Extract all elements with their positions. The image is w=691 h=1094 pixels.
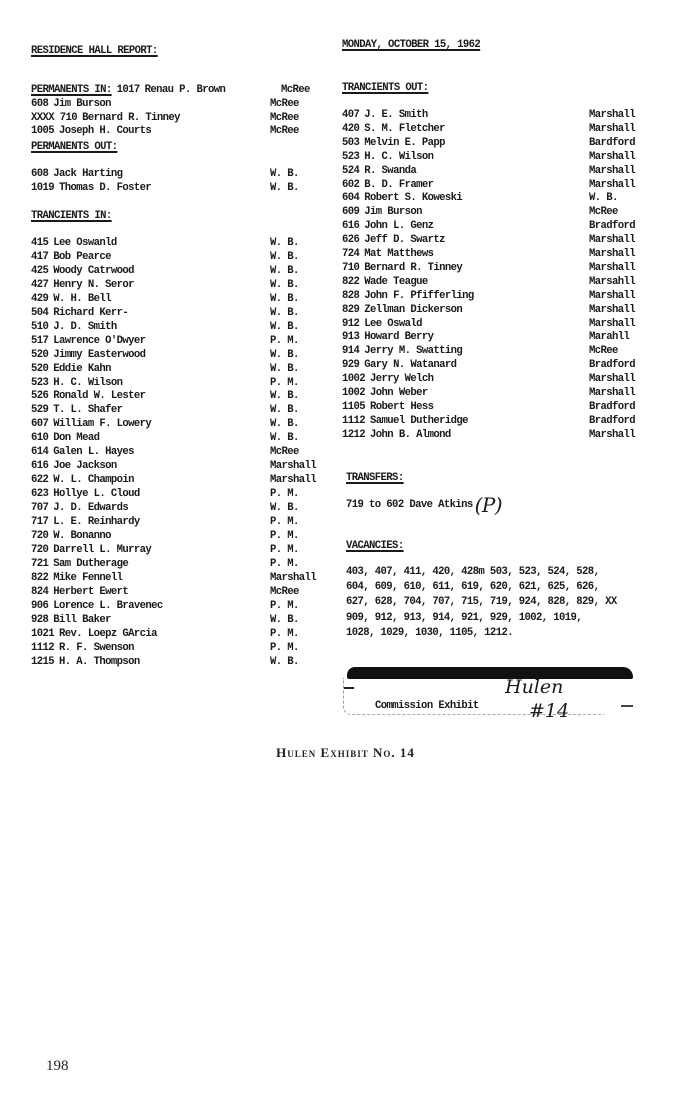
room-number: 913: [342, 331, 360, 344]
report-title: RESIDENCE HALL REPORT:: [31, 45, 158, 57]
transients-in-row: [31, 348, 299, 362]
resident-name: Darrell L. Murray: [53, 543, 152, 556]
transients-in-row: [31, 306, 299, 320]
vacancies-line: 627, 628, 704, 707, 715, 719, 924, 828, 829, XX: [346, 596, 617, 609]
resident-name: Samuel Dutheridge: [370, 414, 468, 427]
transients-out-row: [342, 164, 636, 178]
hall-name: P. M.: [270, 334, 299, 347]
resident-name: Joseph H. Courts: [59, 125, 152, 137]
room-number: 524: [342, 164, 360, 177]
transients-in-row: [31, 543, 299, 557]
room-number: 616: [31, 460, 49, 473]
hall-name: Marshall: [589, 289, 636, 302]
permanents-in-row: [31, 98, 299, 111]
room-number: 829: [342, 303, 360, 316]
room-number: 824: [31, 585, 49, 598]
room-number: 1215: [31, 655, 55, 668]
transients-in-row: [31, 292, 299, 306]
hall-name: McRee: [270, 585, 299, 598]
resident-name: H. A. Thompson: [59, 655, 140, 668]
resident-name: Jeff D. Swartz: [364, 234, 445, 247]
commission-exhibit-stamp: [343, 664, 635, 720]
resident-name: Don Mead: [53, 432, 100, 445]
room-number: 503: [342, 136, 360, 149]
resident-name: Galen L. Hayes: [53, 446, 134, 459]
hall-name: Marshall: [589, 387, 636, 399]
hall-name: W. B.: [270, 278, 299, 291]
permanents-out-row: [31, 168, 299, 181]
transients-out-row: [342, 331, 630, 344]
transients-out-row: [342, 345, 618, 358]
hall-name: Marshall: [589, 178, 636, 191]
room-number: 928: [31, 613, 49, 626]
room-number: 626: [342, 234, 360, 247]
room-number: 1002: [342, 387, 366, 399]
resident-name: Melvin E. Papp: [364, 136, 445, 149]
hall-name: Marahll: [589, 331, 630, 344]
transients-out-row: [342, 289, 636, 303]
room-number: 1005: [31, 125, 55, 137]
hall-name: W. B.: [270, 348, 299, 361]
resident-name: Joe Jackson: [53, 460, 117, 473]
hall-name: Marshall: [589, 150, 636, 163]
transients-in-row: [31, 557, 299, 571]
hall-name: Marshall: [589, 428, 636, 441]
resident-name: B. D. Framer: [364, 178, 434, 191]
resident-name: Richard Kerr-: [53, 306, 129, 319]
room-number: 623: [31, 488, 49, 501]
vacancies-line: 909, 912, 913, 914, 921, 929, 1002, 1019,: [346, 611, 583, 624]
resident-name: Jerry M. Swatting: [364, 345, 463, 358]
room-number: 517: [31, 334, 49, 347]
hall-name: Marshall: [589, 164, 636, 177]
transients-in-row: [31, 460, 317, 473]
hall-name: W. B.: [270, 613, 299, 626]
hall-name: W. B.: [270, 362, 299, 375]
permanents-in-row: [31, 111, 299, 125]
resident-name: Gary N. Watanard: [364, 359, 457, 372]
resident-name: John B. Almond: [370, 428, 451, 441]
transients-in-row: [31, 502, 299, 515]
hall-name: Marshall: [270, 571, 317, 584]
resident-name: Bernard R. Tinney: [82, 111, 180, 124]
stamp-dash-left: [344, 687, 354, 689]
resident-name: W. H. Bell: [53, 292, 111, 305]
hall-name: McRee: [270, 111, 299, 124]
transients-out-row: [342, 428, 636, 442]
hall-name: McRee: [270, 125, 299, 137]
transients-in-row: [31, 488, 299, 501]
transfer-text: 719 to 602 Dave Atkins: [346, 499, 473, 511]
resident-name: Bob Pearce: [53, 250, 111, 263]
transients-in-row: [31, 237, 299, 250]
exhibit-caption: Hulen Exhibit No. 14: [276, 745, 415, 760]
hall-name: W. B.: [270, 655, 299, 668]
hall-name: McRee: [589, 206, 618, 219]
room-number: 607: [31, 418, 49, 431]
resident-name: Jimmy Easterwood: [53, 348, 146, 361]
hall-name: W. B.: [270, 320, 299, 333]
resident-name: Mat Matthews: [364, 248, 434, 260]
transients-in-row: [31, 334, 299, 348]
transients-in-row: [31, 516, 299, 529]
hall-name: Marsahll: [589, 275, 636, 288]
hall-name: McRee: [281, 84, 310, 96]
room-number: 526: [31, 390, 49, 403]
room-number: 828: [342, 289, 360, 302]
room-number: 427: [31, 278, 49, 291]
transients-out-row: [342, 206, 618, 219]
resident-name: Lee Oswanld: [53, 237, 117, 249]
resident-name: Ronald W. Lester: [53, 390, 146, 403]
transients-in-row: [31, 599, 299, 613]
resident-name: Henry N. Seror: [53, 278, 134, 291]
hall-name: Marshall: [589, 248, 636, 260]
resident-name: Eddie Kahn: [53, 362, 111, 375]
resident-name: Thomas D. Foster: [59, 181, 152, 194]
resident-name: Lawrence O'Dwyer: [53, 334, 146, 347]
room-number: 1212: [342, 428, 366, 441]
hall-name: W. B.: [589, 192, 618, 205]
room-number: 914: [342, 345, 360, 358]
room-number: 929: [342, 359, 360, 372]
transients-in-row: [31, 655, 299, 669]
transients-out-row: [342, 234, 636, 247]
vacancies-heading: VACANCIES:: [346, 540, 404, 552]
room-number: 1112: [31, 641, 55, 654]
resident-name: Rev. Loepz GArcia: [59, 627, 157, 640]
resident-name: W. L. Champoin: [53, 474, 134, 487]
transients-in-row: [31, 585, 299, 599]
hall-name: Bradford: [589, 414, 636, 427]
resident-name: Zellman Dickerson: [364, 303, 463, 316]
room-number: 622: [31, 474, 49, 487]
resident-name: Woody Catrwood: [53, 264, 134, 277]
room-number: 1002: [342, 373, 366, 386]
transfers-heading: TRANSFERS:: [346, 472, 404, 484]
permanents-out-row: [31, 181, 299, 195]
hall-name: W. B.: [270, 390, 299, 403]
stamp-handwritten-number: #14: [529, 700, 570, 722]
hall-name: W. B.: [270, 292, 299, 305]
room-number: 415: [31, 237, 49, 249]
hall-name: Marshall: [270, 460, 317, 473]
transients-in-row: [31, 362, 299, 376]
room-number: 429: [31, 292, 49, 305]
resident-name: Sam Dutherage: [53, 557, 129, 570]
room-number: 510: [31, 320, 49, 333]
hall-name: W. B.: [270, 264, 299, 277]
room-number: 608: [31, 168, 49, 180]
hall-name: P. M.: [270, 599, 299, 612]
permanents-in-row: [31, 125, 299, 138]
hall-name: McRee: [270, 446, 299, 459]
hall-name: Marshall: [589, 122, 636, 135]
transients-out-row: [342, 387, 636, 400]
resident-name: J. E. Smith: [364, 109, 428, 121]
transients-out-row: [342, 317, 636, 331]
hall-name: Bradford: [589, 220, 636, 233]
resident-name: Robert Hess: [370, 400, 434, 413]
room-number: 822: [31, 571, 49, 584]
resident-name: W. Bonanno: [53, 529, 111, 542]
transients-out-row: [342, 122, 636, 136]
room-number: 724: [342, 248, 360, 260]
hall-name: W. B.: [270, 404, 299, 417]
room-number: 602: [342, 178, 360, 191]
hall-name: Marshall: [589, 317, 636, 330]
resident-name: John Weber: [370, 387, 428, 399]
room-number: 614: [31, 446, 49, 459]
transients-out-row: [342, 261, 636, 275]
transients-in-row: [31, 278, 299, 292]
hall-name: P. M.: [270, 543, 299, 556]
transients-out-heading: TRANCIENTS OUT:: [342, 82, 429, 94]
resident-name: J. D. Edwards: [53, 502, 129, 515]
room-number: 417: [31, 250, 49, 263]
hall-name: P. M.: [270, 557, 299, 570]
hall-name: McRee: [589, 345, 618, 358]
resident-name: Robert S. Koweski: [364, 192, 463, 205]
room-number: 523: [31, 376, 49, 389]
hall-name: Marshall: [589, 261, 636, 274]
room-number: 822: [342, 275, 360, 288]
room-number: 1112: [342, 414, 366, 427]
resident-name: R. Swanda: [364, 164, 417, 177]
resident-name: Herbert Ewert: [53, 585, 129, 598]
transients-out-row: [342, 400, 636, 414]
hall-name: W. B.: [270, 250, 299, 263]
room-number: XXXX 710: [31, 111, 78, 124]
hall-name: P. M.: [270, 488, 299, 501]
transients-in-row: [31, 613, 299, 627]
room-number: 720: [31, 529, 49, 542]
resident-name: T. L. Shafer: [53, 404, 123, 417]
page-number: 198: [46, 1058, 69, 1074]
resident-name: Lorence L. Bravenec: [53, 599, 163, 612]
room-number: 720: [31, 543, 49, 556]
resident-name: R. F. Swenson: [59, 641, 134, 654]
hall-name: Marshall: [270, 474, 317, 487]
report-date: MONDAY, OCTOBER 15, 1962: [342, 39, 481, 51]
hall-name: W. B.: [270, 502, 299, 515]
resident-name: H. C. Wilson: [364, 150, 434, 163]
hall-name: Marshall: [589, 234, 636, 247]
hall-name: W. B.: [270, 306, 299, 319]
hall-name: W. B.: [270, 432, 299, 445]
transfer-entry: [346, 494, 502, 516]
transients-in-row: [31, 627, 299, 641]
resident-name: S. M. Fletcher: [364, 122, 445, 135]
room-number: 604: [342, 192, 360, 205]
resident-name: Jack Harting: [53, 168, 123, 180]
hall-name: McRee: [270, 98, 299, 110]
resident-name: Hollye L. Cloud: [53, 488, 140, 501]
resident-name: William F. Lowery: [53, 418, 152, 431]
resident-name: J. D. Smith: [53, 320, 117, 333]
transients-out-row: [342, 414, 636, 428]
vacancies-line: 403, 407, 411, 420, 428m 503, 523, 524, 528,: [346, 566, 600, 578]
room-number: 1021: [31, 627, 55, 640]
transients-out-row: [342, 373, 636, 386]
hall-name: W. B.: [270, 418, 299, 431]
hall-name: Bradford: [589, 359, 636, 372]
room-number: 420: [342, 122, 360, 135]
room-number: 523: [342, 150, 360, 163]
stamp-label: Commission Exhibit: [375, 700, 479, 712]
transients-in-row: [31, 432, 299, 445]
transients-in-row: [31, 250, 299, 264]
hall-name: Bradford: [589, 400, 636, 413]
hall-name: W. B.: [270, 237, 299, 249]
transients-in-heading: TRANCIENTS IN:: [31, 210, 112, 222]
transients-in-row: [31, 474, 317, 487]
hall-name: P. M.: [270, 627, 299, 640]
room-number: 707: [31, 502, 49, 515]
transients-in-row: [31, 264, 299, 278]
room-number: 1105: [342, 400, 366, 413]
room-number: 609: [342, 206, 360, 219]
room-number: 1017: [116, 84, 140, 96]
room-number: 1019: [31, 181, 55, 194]
transients-in-row: [31, 446, 299, 459]
stamp-handwritten-name: Hulen: [505, 676, 564, 698]
permanents-in-heading: PERMANENTS IN:: [31, 84, 112, 96]
resident-name: Jerry Welch: [370, 373, 434, 386]
transients-out-row: [342, 248, 636, 261]
transients-out-row: [342, 192, 618, 205]
hall-name: Marshall: [589, 373, 636, 386]
resident-name: L. E. Reinhardy: [53, 516, 140, 528]
room-number: 529: [31, 404, 49, 417]
transients-in-row: [31, 404, 299, 417]
stamp-dash-right: [621, 705, 633, 707]
transients-out-row: [342, 303, 636, 317]
room-number: 710: [342, 261, 360, 274]
vacancies-line: 1028, 1029, 1030, 1105, 1212.: [346, 626, 513, 639]
room-number: 717: [31, 516, 49, 528]
resident-name: Bernard R. Tinney: [364, 261, 463, 274]
room-number: 721: [31, 557, 49, 570]
room-number: 608: [31, 98, 49, 110]
hall-name: W. B.: [270, 168, 299, 180]
hall-name: P. M.: [270, 516, 299, 528]
transfer-handwritten-note: (P): [474, 493, 502, 517]
transients-in-row: [31, 571, 317, 585]
room-number: 906: [31, 599, 49, 612]
resident-name: Mike Fennell: [53, 571, 123, 584]
transients-in-row: [31, 418, 299, 431]
transients-in-row: [31, 529, 299, 543]
resident-name: John F. Pfifferling: [364, 289, 474, 302]
vacancies-line: 604, 609, 610, 611, 619, 620, 621, 625, 626,: [346, 581, 600, 594]
hall-name: P. M.: [270, 641, 299, 654]
transients-out-row: [342, 359, 636, 372]
hall-name: Marshall: [589, 303, 636, 316]
resident-name: Bill Baker: [53, 613, 111, 626]
hall-name: P. M.: [270, 376, 299, 389]
room-number: 520: [31, 348, 49, 361]
transients-in-row: [31, 390, 299, 403]
transients-out-row: [342, 136, 636, 150]
room-number: 504: [31, 306, 49, 319]
room-number: 912: [342, 317, 360, 330]
transients-out-row: [342, 178, 636, 192]
hall-name: P. M.: [270, 529, 299, 542]
room-number: 520: [31, 362, 49, 375]
transients-out-row: [342, 275, 636, 289]
hall-name: W. B.: [270, 181, 299, 194]
resident-name: Jim Burson: [53, 98, 111, 110]
hall-name: Bardford: [589, 136, 636, 149]
resident-name: John L. Genz: [364, 220, 434, 233]
transients-out-row: [342, 150, 636, 164]
room-number: 407: [342, 109, 360, 121]
resident-name: Lee Oswald: [364, 317, 422, 330]
room-number: 610: [31, 432, 49, 445]
room-number: 425: [31, 264, 49, 277]
transients-in-row: [31, 376, 299, 390]
resident-name: H. C. Wilson: [53, 376, 123, 389]
hall-name: Marshall: [589, 109, 636, 121]
transients-out-row: [342, 109, 636, 122]
resident-name: Howard Berry: [364, 331, 434, 344]
resident-name: Jim Burson: [364, 206, 422, 219]
transients-out-row: [342, 220, 636, 233]
transients-in-row: [31, 641, 299, 655]
transients-in-row: [31, 320, 299, 334]
resident-name: Renau P. Brown: [144, 84, 226, 96]
resident-name: Wade Teague: [364, 275, 428, 288]
permanents-out-heading: PERMANENTS OUT:: [31, 141, 118, 153]
room-number: 616: [342, 220, 360, 233]
permanents-in-first-row: [31, 84, 331, 97]
